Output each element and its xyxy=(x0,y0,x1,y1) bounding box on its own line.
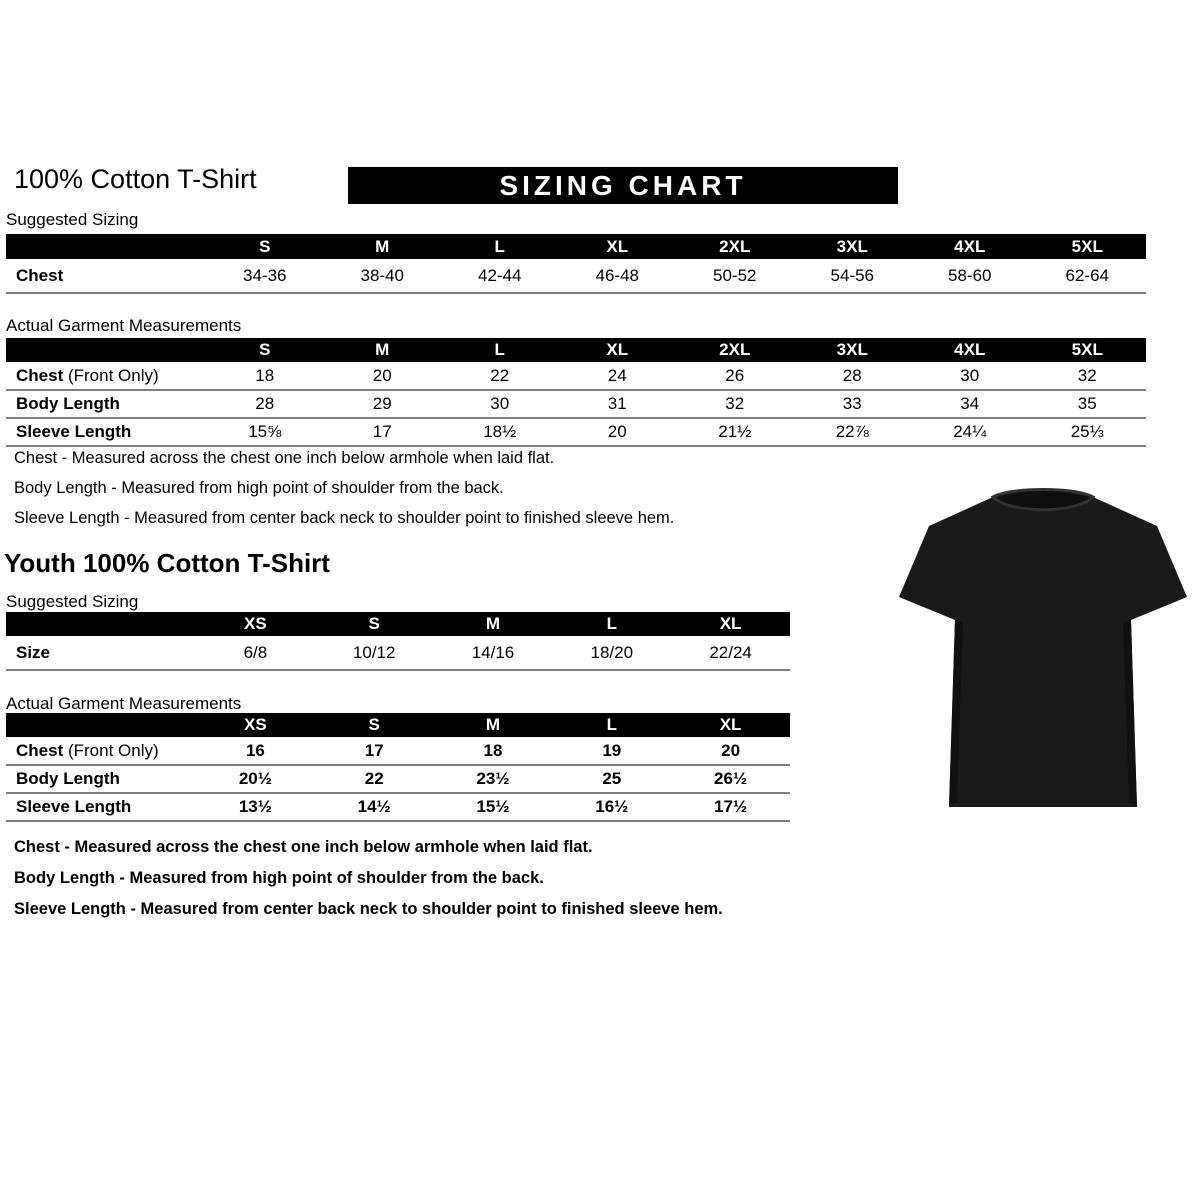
size-col-header: L xyxy=(441,234,559,259)
size-col-header: 4XL xyxy=(911,234,1029,259)
cell-value: 14/16 xyxy=(471,642,515,662)
row-label-size xyxy=(6,636,196,670)
sizing-chart-banner-text: SIZING CHART xyxy=(499,169,747,201)
size-col-header: 3XL xyxy=(794,338,912,362)
cell-value: 28 xyxy=(842,365,862,385)
youth-measurement-notes xyxy=(14,838,834,931)
cell-value: 46-48 xyxy=(595,265,639,285)
row-label-text: Size xyxy=(16,642,51,662)
cell-value: 28 xyxy=(255,394,275,413)
cell-value: 21½ xyxy=(718,422,752,441)
table-header-row xyxy=(6,713,790,737)
cell-value: 18 xyxy=(255,365,275,385)
note-sleeve-length: Sleeve Length - Measured from center back neck to shoulder point to finished sleeve hem. xyxy=(14,900,723,918)
youth-actual-measurements-table xyxy=(6,713,790,822)
size-col-header: L xyxy=(441,338,559,362)
cell-value: 62-64 xyxy=(1065,265,1109,285)
cell-value: 22⅞ xyxy=(835,422,869,441)
size-col-header: 3XL xyxy=(794,234,912,259)
cell-value: 15⅝ xyxy=(248,422,282,441)
tshirt-body xyxy=(899,497,1187,807)
cell-value: 31 xyxy=(607,394,627,413)
cell-value: 30 xyxy=(490,394,510,413)
size-col-header: XL xyxy=(671,612,790,636)
youth-suggested-sizing-table xyxy=(6,612,790,671)
size-col-header: S xyxy=(206,234,324,259)
row-label-body-length xyxy=(6,390,206,418)
cell-value: 17 xyxy=(364,740,384,760)
cell-value: 34-36 xyxy=(243,265,287,285)
cell-value: 33 xyxy=(842,394,862,413)
cell-value: 23½ xyxy=(476,769,510,788)
tshirt-image xyxy=(893,462,1193,818)
size-col-header: 4XL xyxy=(911,338,1029,362)
adult-measurement-notes xyxy=(14,449,834,539)
cell-value: 26 xyxy=(725,365,745,385)
cell-value: 30 xyxy=(960,365,980,385)
cell-value: 32 xyxy=(1077,365,1097,385)
row-label-chest xyxy=(6,737,196,765)
size-col-header: XL xyxy=(671,713,790,737)
size-col-header: S xyxy=(315,612,434,636)
cell-value: 15½ xyxy=(476,797,510,816)
sizing-chart-banner xyxy=(348,167,898,204)
cell-value: 17 xyxy=(372,422,392,441)
cell-value: 22 xyxy=(364,769,384,788)
row-label-text: Sleeve Length xyxy=(16,797,132,816)
cell-value: 42-44 xyxy=(478,265,522,285)
cell-value: 38-40 xyxy=(360,265,404,285)
adult-suggested-sizing-table xyxy=(6,234,1146,294)
cell-value: 32 xyxy=(725,394,745,413)
cell-value: 20 xyxy=(607,422,627,441)
table-row xyxy=(6,259,1146,293)
size-col-header: L xyxy=(552,612,671,636)
cell-value: 22/24 xyxy=(709,642,752,662)
corner-cell xyxy=(6,234,206,259)
row-label-suffix: (Front Only) xyxy=(63,365,159,385)
cell-value: 50-52 xyxy=(713,265,757,285)
size-col-header: 2XL xyxy=(676,338,794,362)
cell-value: 24¼ xyxy=(953,422,987,441)
table-header-row xyxy=(6,612,790,636)
note-chest: Chest - Measured across the chest one inch below armhole when laid flat. xyxy=(14,838,593,856)
row-label-suffix: (Front Only) xyxy=(63,740,159,760)
cell-value: 14½ xyxy=(357,797,391,816)
page-title: 100% Cotton T-Shirt xyxy=(14,164,257,194)
table-row-body-length xyxy=(6,390,1146,418)
cell-value: 25⅓ xyxy=(1070,422,1104,441)
note-chest: Chest - Measured across the chest one inch below armhole when laid flat. xyxy=(14,449,555,467)
cell-value: 25 xyxy=(602,769,622,788)
cell-value: 16½ xyxy=(595,797,629,816)
cell-value: 6/8 xyxy=(243,642,268,662)
cell-value: 22 xyxy=(490,365,510,385)
size-col-header: M xyxy=(324,234,442,259)
size-col-header: S xyxy=(206,338,324,362)
cell-value: 26½ xyxy=(714,769,748,788)
row-label-text: Body Length xyxy=(16,394,120,413)
size-col-header: XL xyxy=(559,338,677,362)
corner-cell xyxy=(6,612,196,636)
cell-value: 34 xyxy=(960,394,980,413)
cell-value: 16 xyxy=(245,740,265,760)
row-label-text: Body Length xyxy=(16,769,120,788)
size-col-header: M xyxy=(324,338,442,362)
size-col-header: S xyxy=(315,713,434,737)
table-header-row xyxy=(6,338,1146,362)
size-col-header: XL xyxy=(559,234,677,259)
youth-actual-measurements-label: Actual Garment Measurements xyxy=(6,694,242,713)
cell-value: 18 xyxy=(483,740,503,760)
cell-value: 13½ xyxy=(238,797,272,816)
size-col-header: 5XL xyxy=(1029,234,1147,259)
size-col-header: M xyxy=(434,612,553,636)
cell-value: 18½ xyxy=(483,422,517,441)
row-label-chest xyxy=(6,259,206,293)
cell-value: 17½ xyxy=(714,797,748,816)
cell-value: 29 xyxy=(372,394,392,413)
cell-value: 19 xyxy=(602,740,622,760)
corner-cell xyxy=(6,713,196,737)
cell-value: 20½ xyxy=(238,769,272,788)
size-col-header: L xyxy=(552,713,671,737)
table-header-row xyxy=(6,234,1146,259)
corner-cell xyxy=(6,338,206,362)
size-col-header: 2XL xyxy=(676,234,794,259)
note-body-length: Body Length - Measured from high point of shoulder from the back. xyxy=(14,869,544,887)
row-label-text: Chest xyxy=(16,265,64,285)
cell-value: 20 xyxy=(372,365,392,385)
row-label-sleeve-length xyxy=(6,418,206,446)
table-row-size xyxy=(6,636,790,670)
table-row-sleeve-length xyxy=(6,418,1146,446)
note-body-length: Body Length - Measured from high point of shoulder from the back. xyxy=(14,479,504,497)
table-row-body-length xyxy=(6,765,790,793)
adult-actual-measurements-label: Actual Garment Measurements xyxy=(6,316,242,335)
adult-suggested-sizing-label: Suggested Sizing xyxy=(6,210,139,229)
table-row-chest xyxy=(6,362,1146,390)
size-col-header: M xyxy=(434,713,553,737)
cell-value: 35 xyxy=(1077,394,1097,413)
table-row-chest xyxy=(6,737,790,765)
youth-suggested-sizing-label: Suggested Sizing xyxy=(6,592,139,611)
row-label-text: Chest xyxy=(16,740,64,760)
row-label-text: Chest xyxy=(16,365,64,385)
row-label-sleeve-length xyxy=(6,793,196,821)
cell-value: 54-56 xyxy=(830,265,874,285)
size-col-header: XS xyxy=(196,713,315,737)
note-sleeve-length: Sleeve Length - Measured from center back neck to shoulder point to finished sleeve hem. xyxy=(14,509,675,527)
cell-value: 20 xyxy=(721,740,741,760)
cell-value: 58-60 xyxy=(948,265,992,285)
row-label-chest xyxy=(6,362,206,390)
cell-value: 10/12 xyxy=(352,642,396,662)
cell-value: 24 xyxy=(607,365,627,385)
row-label-body-length xyxy=(6,765,196,793)
youth-section-title: Youth 100% Cotton T-Shirt xyxy=(4,548,330,578)
adult-actual-measurements-table xyxy=(6,338,1146,447)
table-row-sleeve-length xyxy=(6,793,790,821)
size-col-header: 5XL xyxy=(1029,338,1147,362)
row-label-text: Sleeve Length xyxy=(16,422,132,441)
cell-value: 18/20 xyxy=(590,642,634,662)
size-col-header: XS xyxy=(196,612,315,636)
